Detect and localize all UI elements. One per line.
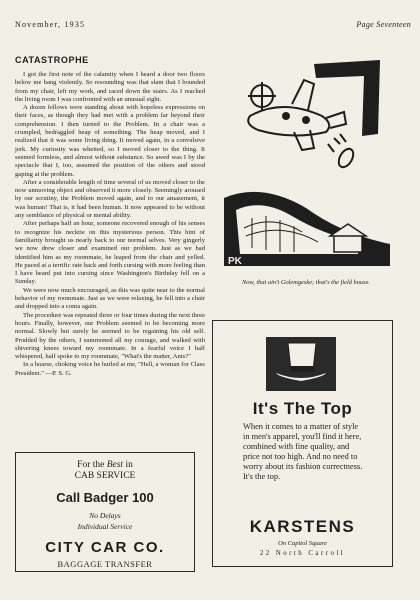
karstens-ad	[212, 320, 393, 567]
article-paragraph: We were now much encouraged, as this was quite near to the normal behavior of my roommate. Just as we were relaxing, he fell into a chair and dropped into a coma again.	[15, 286, 205, 311]
article-body	[15, 71, 205, 378]
cab-ad-tagline-1: No Delays	[89, 511, 121, 520]
karstens-headline: It's The Top	[252, 399, 353, 418]
cab-ad-phone: Call Badger 100	[56, 490, 154, 505]
page-header	[15, 20, 411, 32]
article-paragraph: After a considerable length of time several of us moved closer to the now unmoving object and observed it more closely. Seemingly aroused by our scrutiny, the Problem moved again, and to our amazement, it was human! That is, it had been human. It now appeared to be without any semblance of physical or mental ability.	[15, 178, 205, 220]
cab-ad-company: CITY CAR CO.	[45, 539, 165, 556]
cab-ad-service: CAB SERVICE	[74, 471, 136, 481]
illustration-caption: Now, that ain't Golemgeske; that's the field house.	[241, 279, 371, 286]
karstens-body: When it comes to a matter of style in men's apparel, you'll find it here, combined with fine quality, and price not too high. And no need to worry about its fashion correctness. It's the top.	[243, 422, 363, 481]
page-number: Page Seventeen	[356, 20, 411, 29]
article-column	[15, 55, 205, 378]
article-paragraph-signoff: In a hoarse, choking voice he hurled at me, "Hell, a woman for Class President." —P. S. G.	[15, 361, 205, 377]
cab-ad-intro	[16, 460, 194, 470]
city-car-ad	[15, 452, 195, 572]
artist-initials: PK	[228, 256, 242, 267]
article-paragraph: The procedure was repeated three or four times during the next three hours. Finally, however, our Problem seemed to be becoming more normal. Slowly but surely he seemed to be regaining his old self. Prodded by the others, I summoned all my courage, and walked with shivering knees toward my roommate. In a fearful voice I half whispered, half spoke to my roommate, "What's the matter, Ants?"	[15, 311, 205, 361]
cab-ad-intro-pre: For the	[77, 460, 107, 470]
top-hat-icon	[266, 337, 336, 391]
article-paragraph: I got the first note of the calamity when I heard a door two floors below me bang violently. So resounding was that slam that I bounded from my chair, left my work, and raced down the stairs. As I reached the living room I was confronted with an unusual sight.	[15, 71, 205, 103]
karstens-name: KARSTENS	[249, 517, 356, 536]
cab-ad-intro-emphasis: Best	[106, 460, 124, 470]
karstens-address-2: 22 North Carroll	[259, 550, 346, 557]
cab-ad-tagline-2: Individual Service	[77, 522, 133, 531]
cab-ad-intro-post: in	[123, 460, 133, 470]
cab-ad-baggage: BAGGAGE TRANSFER	[57, 559, 153, 569]
issue-date: November, 1935	[15, 20, 86, 29]
airplane-illustration	[222, 58, 392, 270]
article-paragraph: After perhaps half an hour, someone recovered enough of his senses to recognize his necktie on this mysterious person. This hint of familiarity brought us nearly back to our normal selves. Very gingerly we now drew closer and examined our problem. Just as we had identified him as my roommate, he leaped from the chair and yelled. He paced at a terrific rate back and forth cursing with more feeling than I have heard put into cursing since Washington's Birthday fell on a Sunday.	[15, 220, 205, 286]
article-paragraph: A dozen fellows were standing about with hopeless expressions on their faces, as though they had met with a problem far beyond their comprehension. I then turned to the Problem. In a chair was a crumpled, bedraggled heap of something. The heap moved, and I realized that it was some living thing. It moved again, in a convulsive jerk. My curiosity was whetted, so I moved closer to the thing. It seemed formless, and almost without substance. So awed was I by the spectacle that I, too, assumed the position of the others and stood gaping at the problem.	[15, 104, 205, 178]
article-title: CATASTROPHE	[15, 55, 89, 65]
karstens-address-1: On Capitol Square	[278, 540, 327, 547]
